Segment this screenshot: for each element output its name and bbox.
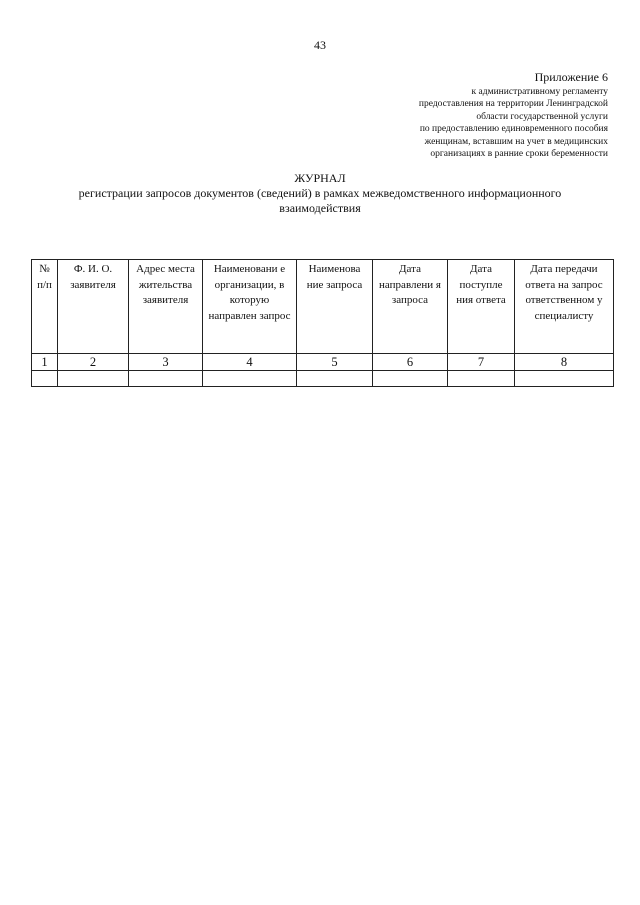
column-header-request-name: Наименова ние запроса <box>297 260 373 354</box>
empty-cell <box>129 371 203 387</box>
column-header-response-date: Дата поступле ния ответа <box>448 260 515 354</box>
column-number-cell: 4 <box>203 354 297 371</box>
appendix-line: организациях в ранние сроки беременности <box>430 149 608 160</box>
column-number-cell: 6 <box>373 354 448 371</box>
column-number-cell: 7 <box>448 354 515 371</box>
appendix-title: Приложение 6 <box>534 70 608 84</box>
column-header-applicant-name: Ф. И. О. заявителя <box>58 260 129 354</box>
table-row-empty <box>32 371 614 387</box>
empty-cell <box>58 371 129 387</box>
appendix-line: области государственной услуги <box>476 111 608 122</box>
empty-cell <box>448 371 515 387</box>
journal-title: ЖУРНАЛ <box>294 171 346 185</box>
column-number-cell: 8 <box>515 354 614 371</box>
journal-subtitle: регистрации запросов документов (сведений) в рамках межведомственного информационного <box>78 186 562 200</box>
column-header-transfer-date: Дата передачи ответа на запрос ответственном у специалисту <box>515 260 614 354</box>
empty-cell <box>297 371 373 387</box>
column-number-cell: 2 <box>58 354 129 371</box>
column-number-cell: 5 <box>297 354 373 371</box>
column-header-organization: Наименовани е организации, в которую направлен запрос <box>203 260 297 354</box>
column-number-cell: 1 <box>32 354 58 371</box>
journal-heading <box>0 171 640 216</box>
registration-table <box>31 259 614 387</box>
empty-cell <box>32 371 58 387</box>
table-header-row <box>32 260 614 354</box>
appendix-line: предоставления на территории Ленинградской <box>418 99 608 110</box>
empty-cell <box>515 371 614 387</box>
page-number: 43 <box>314 38 326 52</box>
column-number-cell: 3 <box>129 354 203 371</box>
empty-cell <box>373 371 448 387</box>
table-row-column-numbers <box>32 354 614 371</box>
appendix-line: к административному регламенту <box>471 87 608 97</box>
appendix-block <box>348 70 608 160</box>
appendix-line: по предоставлению единовременного пособия <box>419 124 608 135</box>
column-header-request-date: Дата направлени я запроса <box>373 260 448 354</box>
column-header-address: Адрес места жительства заявителя <box>129 260 203 354</box>
empty-cell <box>203 371 297 387</box>
column-header-number: № п/п <box>32 260 58 354</box>
appendix-line: женщинам, вставшим на учет в медицинских <box>424 136 608 147</box>
journal-subtitle-continued: взаимодействия <box>279 201 361 215</box>
